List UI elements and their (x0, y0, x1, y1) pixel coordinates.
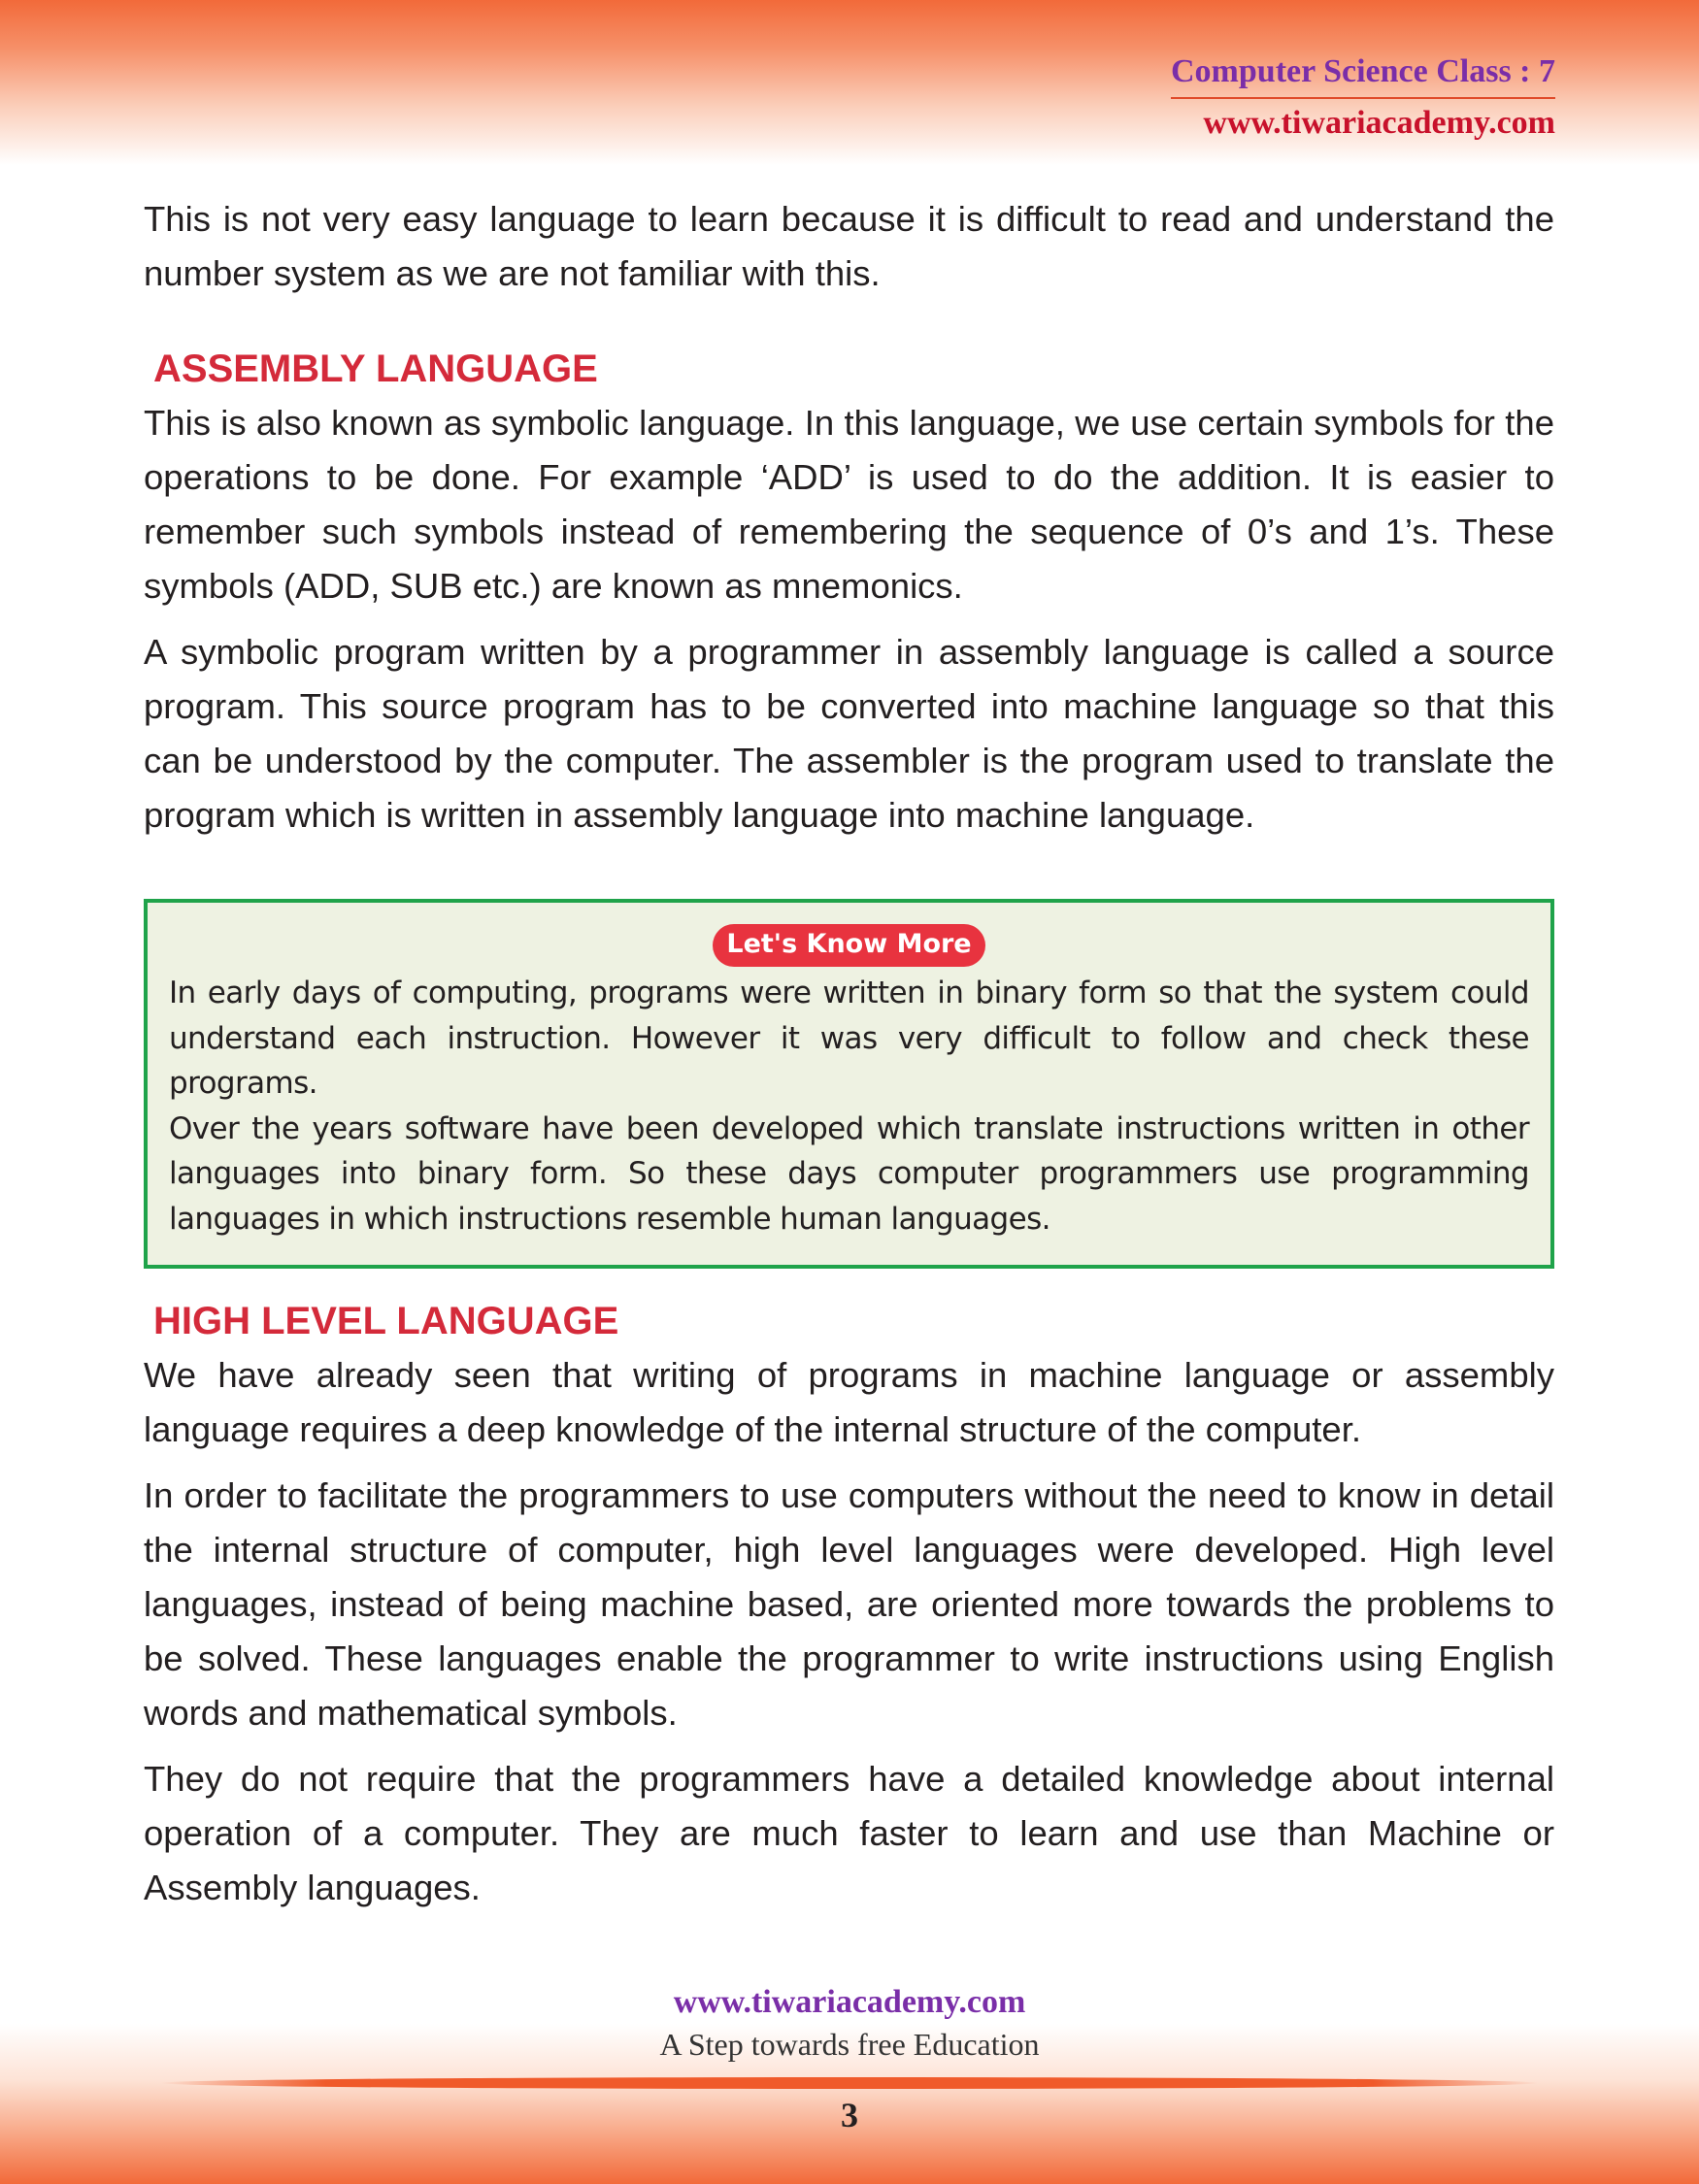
badge-wrap (169, 924, 1529, 967)
know-more-paragraph-1: In early days of computing, programs were written in binary form so that the system could understand each instruction. However it was very difficult to follow and check these programs. (169, 976, 1529, 1101)
high-level-paragraph-3: They do not require that the programmers have a detailed knowledge about internal operation of a computer. They are much faster to learn and use than Machine or Assembly languages. (144, 1759, 1554, 1907)
footer-tagline: A Step towards free Education (659, 2027, 1040, 2062)
lets-know-more-box (144, 899, 1554, 1269)
intro-paragraph: This is not very easy language to learn because it is difficult to read and understand the number system as we are not familiar with this. (144, 199, 1554, 293)
page-content (144, 192, 1554, 1927)
assembly-paragraph-2: A symbolic program written by a programmer in assembly language is called a source program. This source program has to be converted into machine language so that this can be understood by the computer. The assembler is the program used to translate the program which is written in assembly language into machine language. (144, 632, 1554, 835)
know-more-paragraph-2: Over the years software have been developed which translate instructions written in other languages into binary form. So these days computer programmers use programming languages in which instructions resemble human languages. (169, 1110, 1529, 1237)
class-title: Computer Science Class : 7 (1171, 49, 1555, 99)
high-level-paragraph-2: In order to facilitate the programmers to use computers without the need to know in detail the internal structure of computer, high level languages were developed. High level languages, instead of being machine based, are oriented more towards the problems to be solved. These languages enable the programmer to write instructions using English words and mathematical symbols. (144, 1475, 1554, 1733)
page-header (1171, 49, 1555, 148)
footer-divider (160, 2077, 1539, 2089)
high-level-paragraph-1: We have already seen that writing of programs in machine language or assembly language requires a deep knowledge of the internal structure of the computer. (144, 1355, 1554, 1449)
page-number: 3 (841, 2096, 858, 2134)
spacer (144, 313, 1554, 342)
high-level-language-heading: HIGH LEVEL LANGUAGE (153, 1300, 619, 1342)
assembly-language-heading: ASSEMBLY LANGUAGE (153, 347, 598, 390)
lets-know-more-badge: Let's Know More (713, 924, 984, 967)
assembly-paragraph-1: This is also known as symbolic language. In this language, we use certain symbols for the operations to be done. For example ‘ADD’ is used to do the addition. It is easier to remember such symbols instead of remembering the sequence of 0’s and 1’s. These symbols (ADD, SUB etc.) are known as mnemonics. (144, 403, 1554, 606)
footer-site-link[interactable]: www.tiwariacademy.com (673, 1984, 1026, 2020)
header-site-link[interactable]: www.tiwariacademy.com (1203, 105, 1555, 141)
